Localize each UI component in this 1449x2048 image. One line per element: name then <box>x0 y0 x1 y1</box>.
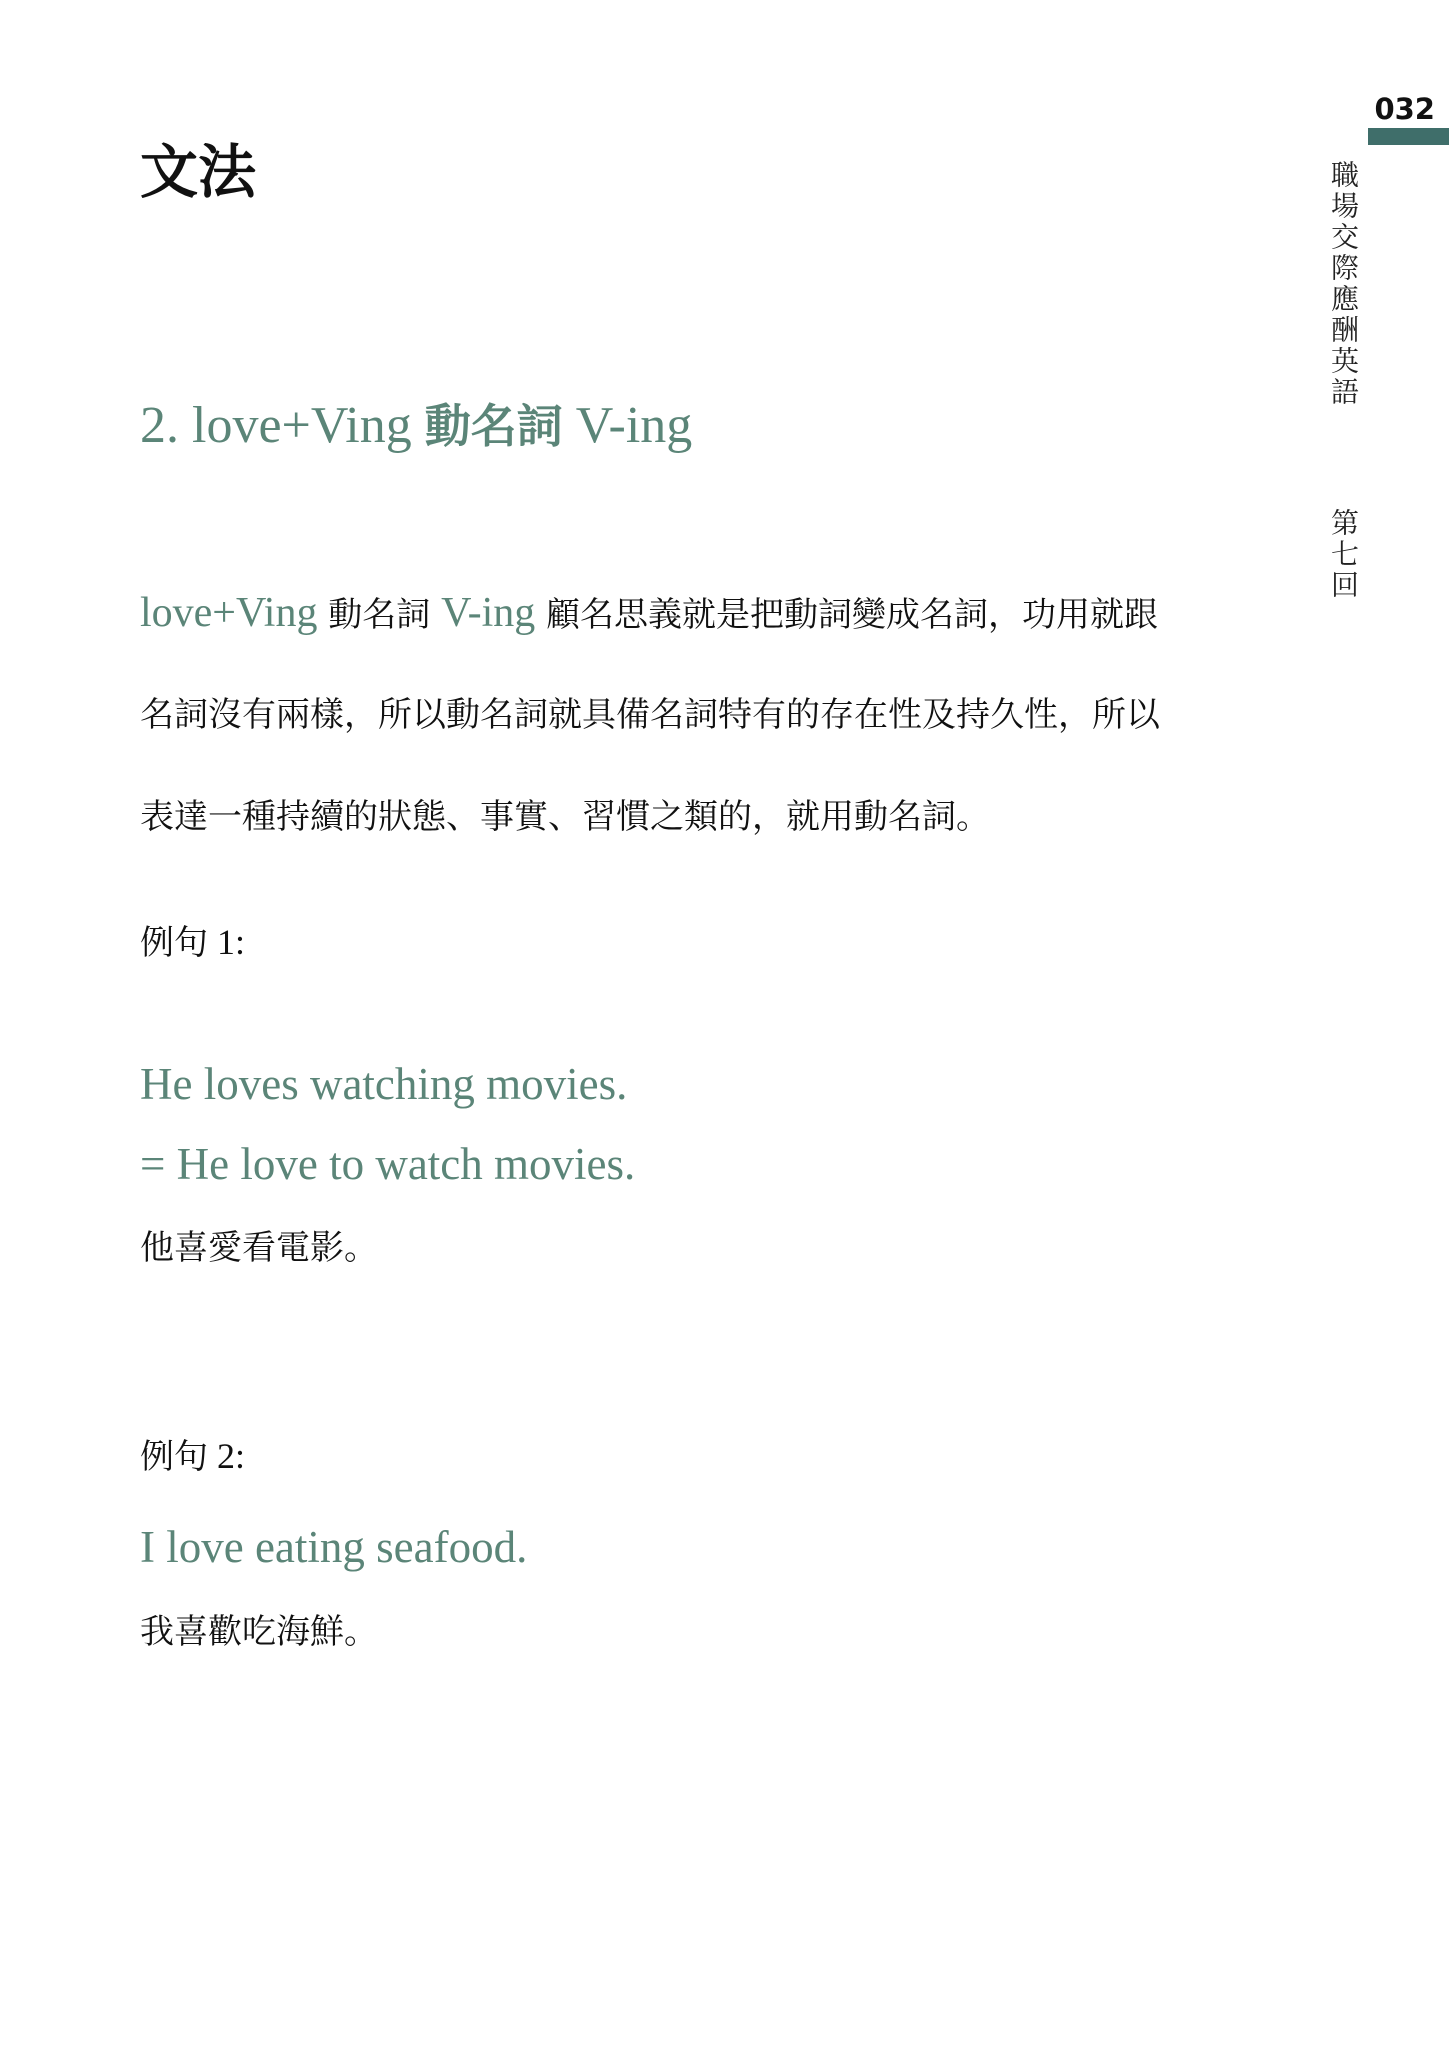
topic-heading-cjk: 動名詞 <box>424 399 563 453</box>
intro-line-2: 名詞沒有兩樣，所以動名詞就具備名詞特有的存在性及持久性，所以 <box>140 695 1160 735</box>
intro-line-3: 表達一種持續的狀態、事實、習慣之類的，就用動名詞。 <box>140 797 990 837</box>
topic-heading <box>140 390 692 462</box>
intro-paragraph <box>140 580 1290 886</box>
example-1-chinese: 他喜愛看電影。 <box>140 1228 378 1268</box>
intro-term-v-ing: V-ing <box>441 590 536 636</box>
page-number: 032 <box>1374 92 1435 126</box>
intro-text-explanation: 顧名思義就是把動詞變成名詞，功用就跟 <box>535 595 1159 635</box>
example-2-english-1: I love eating seafood. <box>140 1522 528 1572</box>
side-chapter-label: 第七回 <box>1327 508 1360 601</box>
example-2-chinese: 我喜歡吃海鮮。 <box>140 1612 378 1652</box>
example-1-english-2: = He love to watch movies. <box>140 1139 636 1189</box>
example-1-number: 1: <box>208 922 246 962</box>
side-book-title: 職場交際應酬英語 <box>1327 160 1360 408</box>
example-2-label-text: 例句 <box>140 1437 208 1477</box>
example-2-label <box>140 1428 245 1485</box>
intro-term-love-ving: love+Ving <box>140 590 318 636</box>
intro-line-1 <box>140 580 1290 682</box>
page-tab-bar <box>1368 128 1449 145</box>
section-title: 文法 <box>140 138 257 206</box>
intro-text-gerund: 動名詞 <box>317 595 442 635</box>
topic-heading-prefix: 2. love+Ving <box>140 397 425 454</box>
example-1-label <box>140 914 245 971</box>
example-1-label-text: 例句 <box>140 923 208 963</box>
topic-heading-suffix: V-ing <box>562 397 693 454</box>
example-2-number: 2: <box>208 1436 246 1476</box>
example-1-english-1: He loves watching movies. <box>140 1059 628 1109</box>
